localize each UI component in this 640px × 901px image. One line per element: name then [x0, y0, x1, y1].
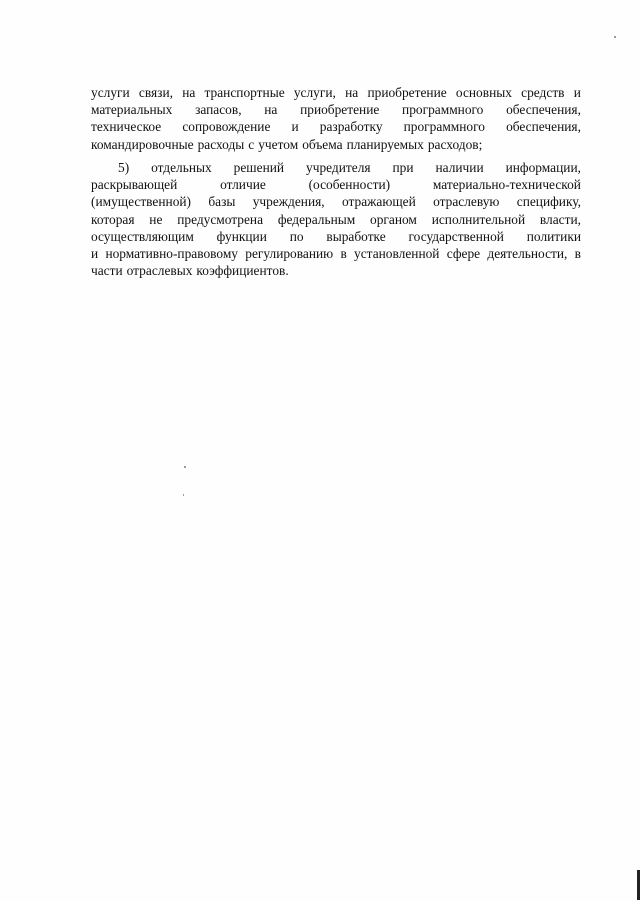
word: транспортные	[204, 85, 285, 100]
word: власти,	[539, 211, 581, 227]
word: в	[340, 246, 347, 262]
word: органом	[370, 211, 417, 227]
word: разработку	[319, 119, 383, 135]
text-line	[91, 262, 581, 279]
text-line	[91, 228, 581, 245]
word: программного	[403, 119, 485, 135]
word: на	[264, 102, 278, 118]
paragraph-expenses	[91, 84, 581, 153]
word: связи,	[138, 85, 173, 100]
word: раскрывающей	[91, 177, 178, 193]
word: услуги	[91, 85, 130, 100]
word: отличие	[220, 177, 266, 193]
word: деятельности,	[487, 246, 568, 262]
word: информации,	[505, 160, 581, 175]
word: расходы	[197, 136, 245, 152]
word: отдельных	[151, 160, 212, 175]
word: федеральным	[277, 211, 356, 227]
word: учредителя	[306, 160, 371, 175]
word: нормативно-правовому	[105, 246, 239, 262]
word: средств	[521, 85, 565, 100]
word: техническое	[91, 119, 162, 135]
word: регулированию	[245, 246, 334, 262]
word: сопровождение	[182, 119, 271, 135]
scan-speck	[183, 494, 184, 496]
word: которая	[91, 211, 135, 227]
word: осуществляющим	[91, 228, 194, 244]
word: сфере	[446, 246, 481, 262]
word: основных	[455, 85, 512, 100]
word: базы	[208, 194, 236, 210]
word: (имущественной)	[91, 194, 192, 210]
word: государственной	[408, 228, 504, 244]
word: командировочные	[91, 136, 194, 152]
word: (особенности)	[308, 177, 391, 193]
word: и	[573, 85, 581, 100]
word: с	[248, 136, 255, 152]
word: объема	[302, 136, 343, 152]
word: решений	[233, 160, 285, 175]
word: при	[392, 160, 414, 175]
word: отражающей	[341, 194, 416, 210]
word: учетом	[258, 136, 299, 152]
scan-speck	[184, 466, 186, 468]
word: обеспечения,	[506, 119, 581, 135]
paragraph-item-5	[91, 159, 581, 279]
word: и	[91, 246, 99, 262]
word: установленной	[354, 246, 440, 262]
word: программного	[402, 102, 484, 118]
word: учреждения,	[252, 194, 325, 210]
word: планируемых	[346, 136, 424, 152]
word: приобретение	[300, 102, 380, 118]
text-line	[91, 193, 581, 210]
word: услуги,	[293, 85, 336, 100]
word: исполнительной	[431, 211, 526, 227]
word: материальных	[91, 102, 173, 118]
word: по	[289, 228, 304, 244]
word: отраслевую	[433, 194, 500, 210]
word: на	[182, 85, 196, 100]
text-line	[91, 245, 581, 262]
word: специфику,	[516, 194, 581, 210]
text-line	[91, 176, 581, 193]
word: коэффициентов.	[196, 263, 289, 279]
word: расходов;	[427, 136, 483, 152]
word: функции	[216, 228, 267, 244]
text-line	[91, 84, 581, 101]
word: политики	[526, 228, 581, 244]
word: на	[345, 85, 359, 100]
word: обеспечения,	[506, 102, 581, 118]
word: предусмотрена	[177, 211, 264, 227]
word: в	[574, 246, 581, 262]
text-line	[91, 159, 581, 176]
word: выработке	[326, 228, 386, 244]
word: и	[291, 119, 299, 135]
word: наличии	[435, 160, 484, 175]
text-line	[91, 136, 581, 153]
word: материально-технической	[432, 177, 581, 193]
text-line	[91, 101, 581, 118]
text-line	[91, 211, 581, 228]
word: запасов,	[195, 102, 242, 118]
word: части	[91, 263, 123, 279]
word: не	[149, 211, 163, 227]
word: 5)	[118, 160, 130, 175]
word: отраслевых	[126, 263, 193, 279]
text-line	[91, 118, 581, 135]
word: приобретение	[367, 85, 447, 100]
scan-speck	[614, 36, 616, 38]
